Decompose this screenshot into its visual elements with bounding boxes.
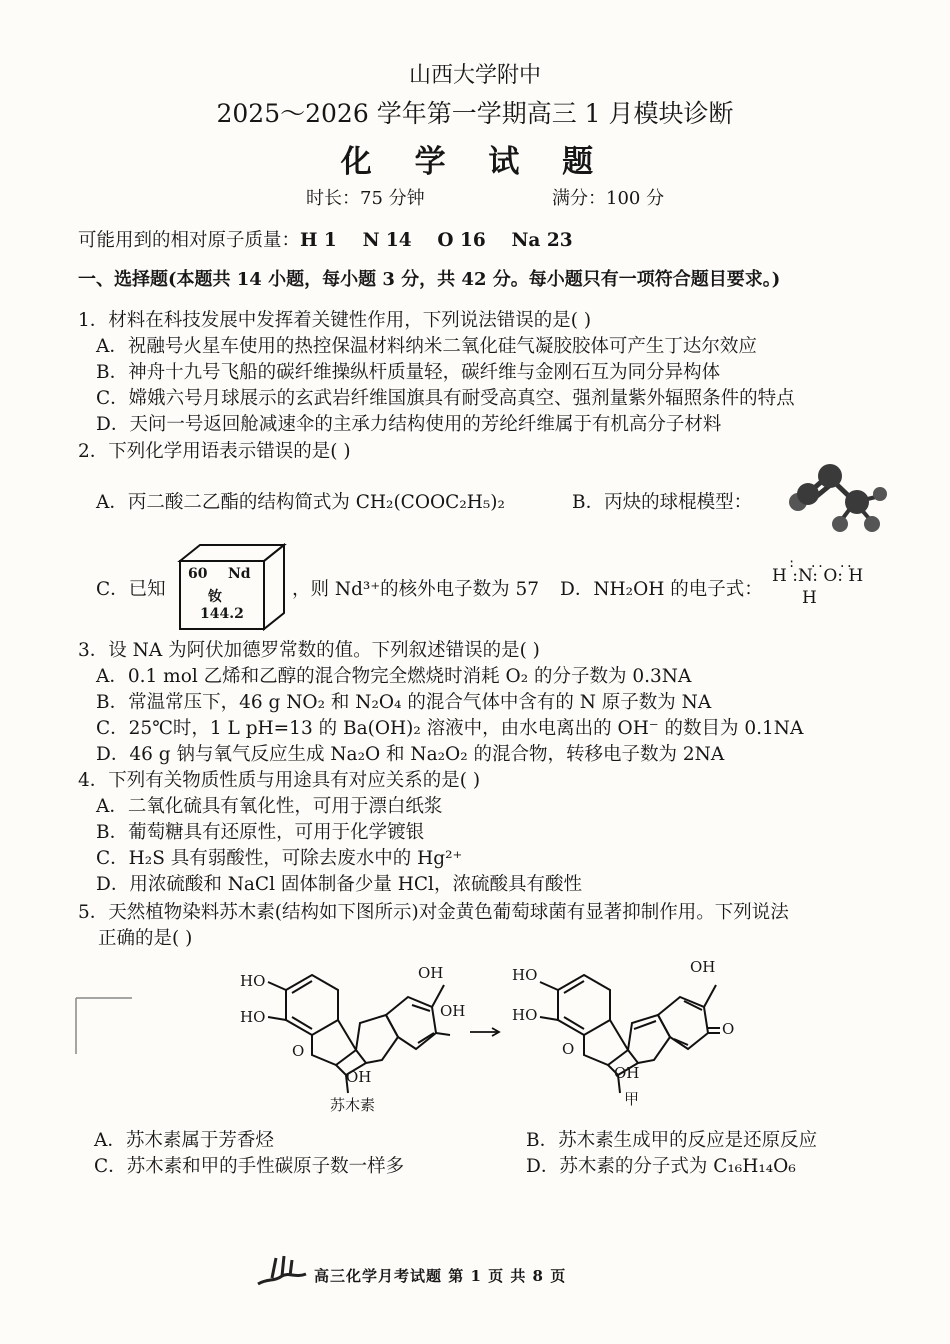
nd-mass: 144.2 — [200, 606, 244, 622]
product-oh-bottom: OH — [614, 1064, 640, 1082]
q2-option-a-text: A．丙二酸二乙酯的结构简式为 — [96, 492, 356, 513]
q5-option-a: A．苏木素属于芳香烃 — [94, 1130, 274, 1151]
q1-option-c: C．嫦娥六号月球展示的玄武岩纤维国旗具有耐受高真空、强剂量紫外辐照条件的特点 — [96, 388, 795, 409]
q1-option-d: D．天问一号返回舱减速伞的主承力结构使用的芳纶纤维属于有机高分子材料 — [96, 414, 722, 435]
product-ho-top: HO — [512, 966, 538, 984]
q3-option-c: C．25℃时，1 L pH=13 的 Ba(OH)₂ 溶液中，由水电离出的 OH⁻ 的数目为 0.1NA — [96, 718, 804, 739]
atomic-mass-label: 可能用到的相对原子质量： — [78, 230, 301, 251]
product-label: 甲 — [624, 1090, 640, 1108]
q1-option-b: B．神舟十九号飞船的碳纤维操纵杆质量轻，碳纤维与金刚石互为同分异构体 — [96, 362, 721, 383]
nd-atomic-number: 60 — [188, 566, 208, 582]
page-footer: 高三化学月考试题 第 1 页 共 8 页 — [314, 1267, 567, 1285]
q5-option-c: C．苏木素和甲的手性碳原子数一样多 — [94, 1156, 405, 1177]
subject-title: 化 学 试 题 — [340, 144, 610, 180]
brazilin-oh-right: OH — [440, 1002, 466, 1020]
q5-option-d: D．苏木素的分子式为 C₁₆H₁₄O₆ — [526, 1156, 796, 1177]
q4-stem: 4．下列有关物质性质与用途具有对应关系的是( ) — [78, 770, 481, 791]
q4-option-d: D．用浓硫酸和 NaCl 固体制备少量 HCl，浓硫酸具有酸性 — [96, 874, 582, 895]
q2-option-d: D．NH₂OH 的电子式： — [560, 579, 763, 600]
brazilin-ring-o: O — [292, 1042, 305, 1060]
brazilin-oh-bottom: OH — [346, 1068, 372, 1086]
q1-option-a: A．祝融号火星车使用的热控保温材料纳米二氧化硅气凝胶胶体可产生丁达尔效应 — [96, 336, 757, 357]
school-name: 山西大学附中 — [408, 63, 541, 88]
q1-stem: 1．材料在科技发展中发挥着关键性作用，下列说法错误的是( ) — [78, 310, 592, 331]
duration: 时长：75 分钟 — [306, 188, 425, 209]
q3-option-a: A．0.1 mol 乙烯和乙醇的混合物完全燃烧时消耗 O₂ 的分子数为 0.3NA — [96, 666, 692, 687]
product-ketone-o: O — [722, 1020, 735, 1038]
footer-logo-mark — [254, 1248, 310, 1290]
exam-title: 2025～2026 学年第一学期高三 1 月模块诊断 — [216, 99, 734, 128]
nh2oh-bottom-h: H — [802, 588, 817, 608]
scan-mark — [74, 996, 134, 1056]
q2-option-a — [96, 488, 505, 514]
q2-option-c-pre: C．已知 — [96, 579, 166, 600]
q2-option-b: B．丙炔的球棍模型： — [572, 492, 753, 513]
product-ho-bottom: HO — [512, 1006, 538, 1024]
q4-option-c: C．H₂S 具有弱酸性，可除去废水中的 Hg²⁺ — [96, 848, 463, 869]
q2-stem: 2．下列化学用语表示错误的是( ) — [78, 441, 351, 462]
section-heading: 一、选择题(本题共 14 小题，每小题 3 分，共 42 分。每小题只有一项符合题目要求。) — [78, 269, 781, 290]
q5-stem-line2: 正确的是( ) — [98, 928, 193, 949]
q3-option-b: B．常温常压下，46 g NO₂ 和 N₂O₄ 的混合气体中含有的 N 原子数为 NA — [96, 692, 712, 713]
q3-option-d: D．46 g 钠与氧气反应生成 Na₂O 和 Na₂O₂ 的混合物，转移电子数为 2NA — [96, 744, 725, 765]
q4-option-a: A．二氧化硫具有氧化性，可用于漂白纸浆 — [96, 796, 443, 817]
nd-name: 钕 — [208, 589, 222, 605]
propyne-ball-stick-model — [780, 456, 895, 536]
atomic-mass-values: H 1 N 14 O 16 Na 23 — [300, 230, 573, 251]
brazilin-ho-top: HO — [240, 972, 266, 990]
q5-stem-line1: 5．天然植物染料苏木素(结构如下图所示)对金黄色葡萄球菌有显著抑制作用。下列说法 — [78, 902, 789, 923]
product-ring-o: O — [562, 1040, 575, 1058]
reaction-arrow — [468, 1026, 502, 1038]
atomic-mass — [78, 226, 573, 252]
nh2oh-electron-formula: H :N: O: H — [772, 566, 864, 586]
nh2oh-dots-top: : .. .. — [788, 556, 854, 570]
brazilin-ho-bottom: HO — [240, 1008, 266, 1026]
q2-option-a-formula: CH₂(COOC₂H₅)₂ — [355, 492, 505, 513]
q5-option-b: B．苏木素生成甲的反应是还原反应 — [526, 1130, 818, 1151]
full-score: 满分：100 分 — [552, 188, 665, 209]
q4-option-b: B．葡萄糖具有还原性，可用于化学镀银 — [96, 822, 425, 843]
q2-option-c-post: ，则 Nd³⁺的核外电子数为 57 — [292, 579, 540, 600]
nd-symbol: Nd — [228, 566, 251, 582]
q3-stem: 3．设 NA 为阿伏加德罗常数的值。下列叙述错误的是( ) — [78, 640, 540, 661]
brazilin-oh-top: OH — [418, 964, 444, 982]
product-oh-top: OH — [690, 958, 716, 976]
brazilin-label: 苏木素 — [330, 1096, 376, 1114]
